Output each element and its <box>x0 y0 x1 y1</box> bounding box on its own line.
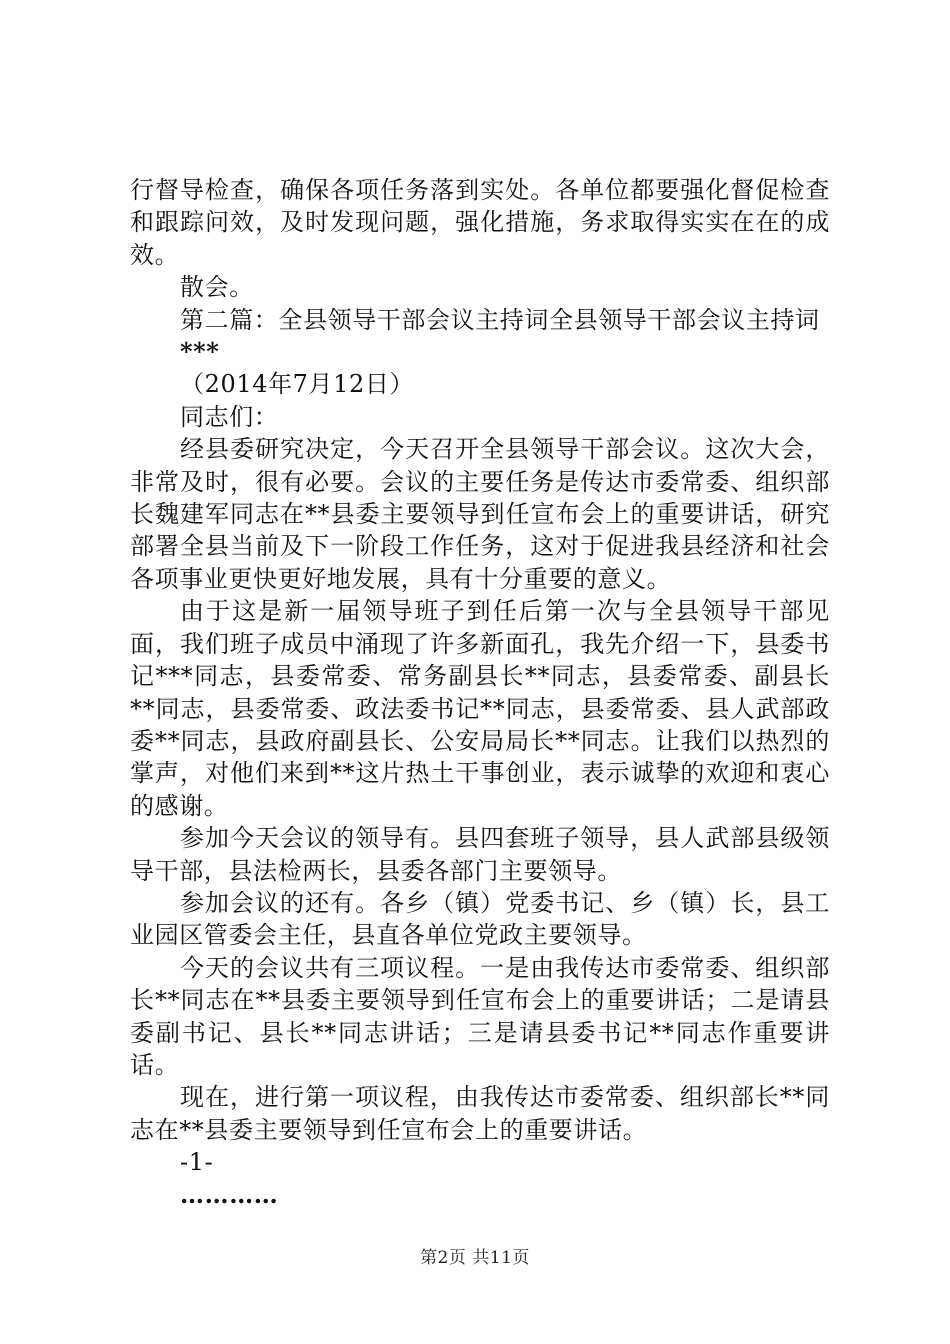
paragraph-meeting-purpose: 经县委研究决定，今天召开全县领导干部会议。这次大会，非常及时，很有必要。会议的主要任务是传达市委常委、组织部长魏建军同志在**县委主要领导到任宣布会上的重要讲话，研究部署全县当前及下一阶段工作任务，这对于促进我县经济和社会各项事业更快更好地发展，具有十分重要的意义。 <box>130 435 830 593</box>
paragraph-agenda: 今天的会议共有三项议程。一是由我传达市委常委、组织部长**同志在**县委主要领导到任宣布会上的重要讲话；二是请县委副书记、县长**同志讲话；三是请县委书记**同志作重要讲话。 <box>130 953 830 1079</box>
page-footer: 第2页 共11页 <box>420 1248 530 1268</box>
paragraph-member-introduction: 由于这是新一届领导班子到任后第一次与全县领导干部见面，我们班子成员中涌现了许多新面孔，我先介绍一下，县委书记***同志，县委常委、常务副县长**同志，县委常委、副县长**同志，县委常委、政法委书记**同志，县委常委、县人武部政委**同志，县政府副县长、公安局局长**同志。让我们以热烈的掌声，对他们来到**这片热土干事创业，表示诚挚的欢迎和衷心的感谢。 <box>130 597 830 820</box>
inner-page-number: -1- <box>180 1148 214 1177</box>
paragraph-other-attendees: 参加会议的还有。各乡（镇）党委书记、乡（镇）长，县工业园区管委会主任，县直各单位党政主要领导。 <box>130 888 830 950</box>
paragraph-closing-instructions: 行督导检查，确保各项任务落到实处。各单位都要强化督促检查和跟踪问效，及时发现问题，强化措施，务求取得实实在在的成效。 <box>130 176 830 269</box>
speech-date: （2014年7月12日） <box>180 370 415 399</box>
section-heading: 第二篇：全县领导干部会议主持词全县领导干部会议主持词 <box>180 305 820 334</box>
paragraph-attending-leaders: 参加今天会议的领导有。县四套班子领导，县人武部县级领导干部，县法检两长，县委各部门主要领导。 <box>130 824 830 885</box>
ellipsis-marker: ………… <box>180 1179 279 1209</box>
paragraph-first-item: 现在，进行第一项议程，由我传达市委常委、组织部长**同志在**县委主要领导到任宣布会上的重要讲话。 <box>130 1083 830 1144</box>
salutation: 同志们： <box>180 402 279 431</box>
speaker-name: *** <box>180 337 220 367</box>
paragraph-adjourn: 散会。 <box>180 273 254 302</box>
document-body <box>130 174 830 1211</box>
